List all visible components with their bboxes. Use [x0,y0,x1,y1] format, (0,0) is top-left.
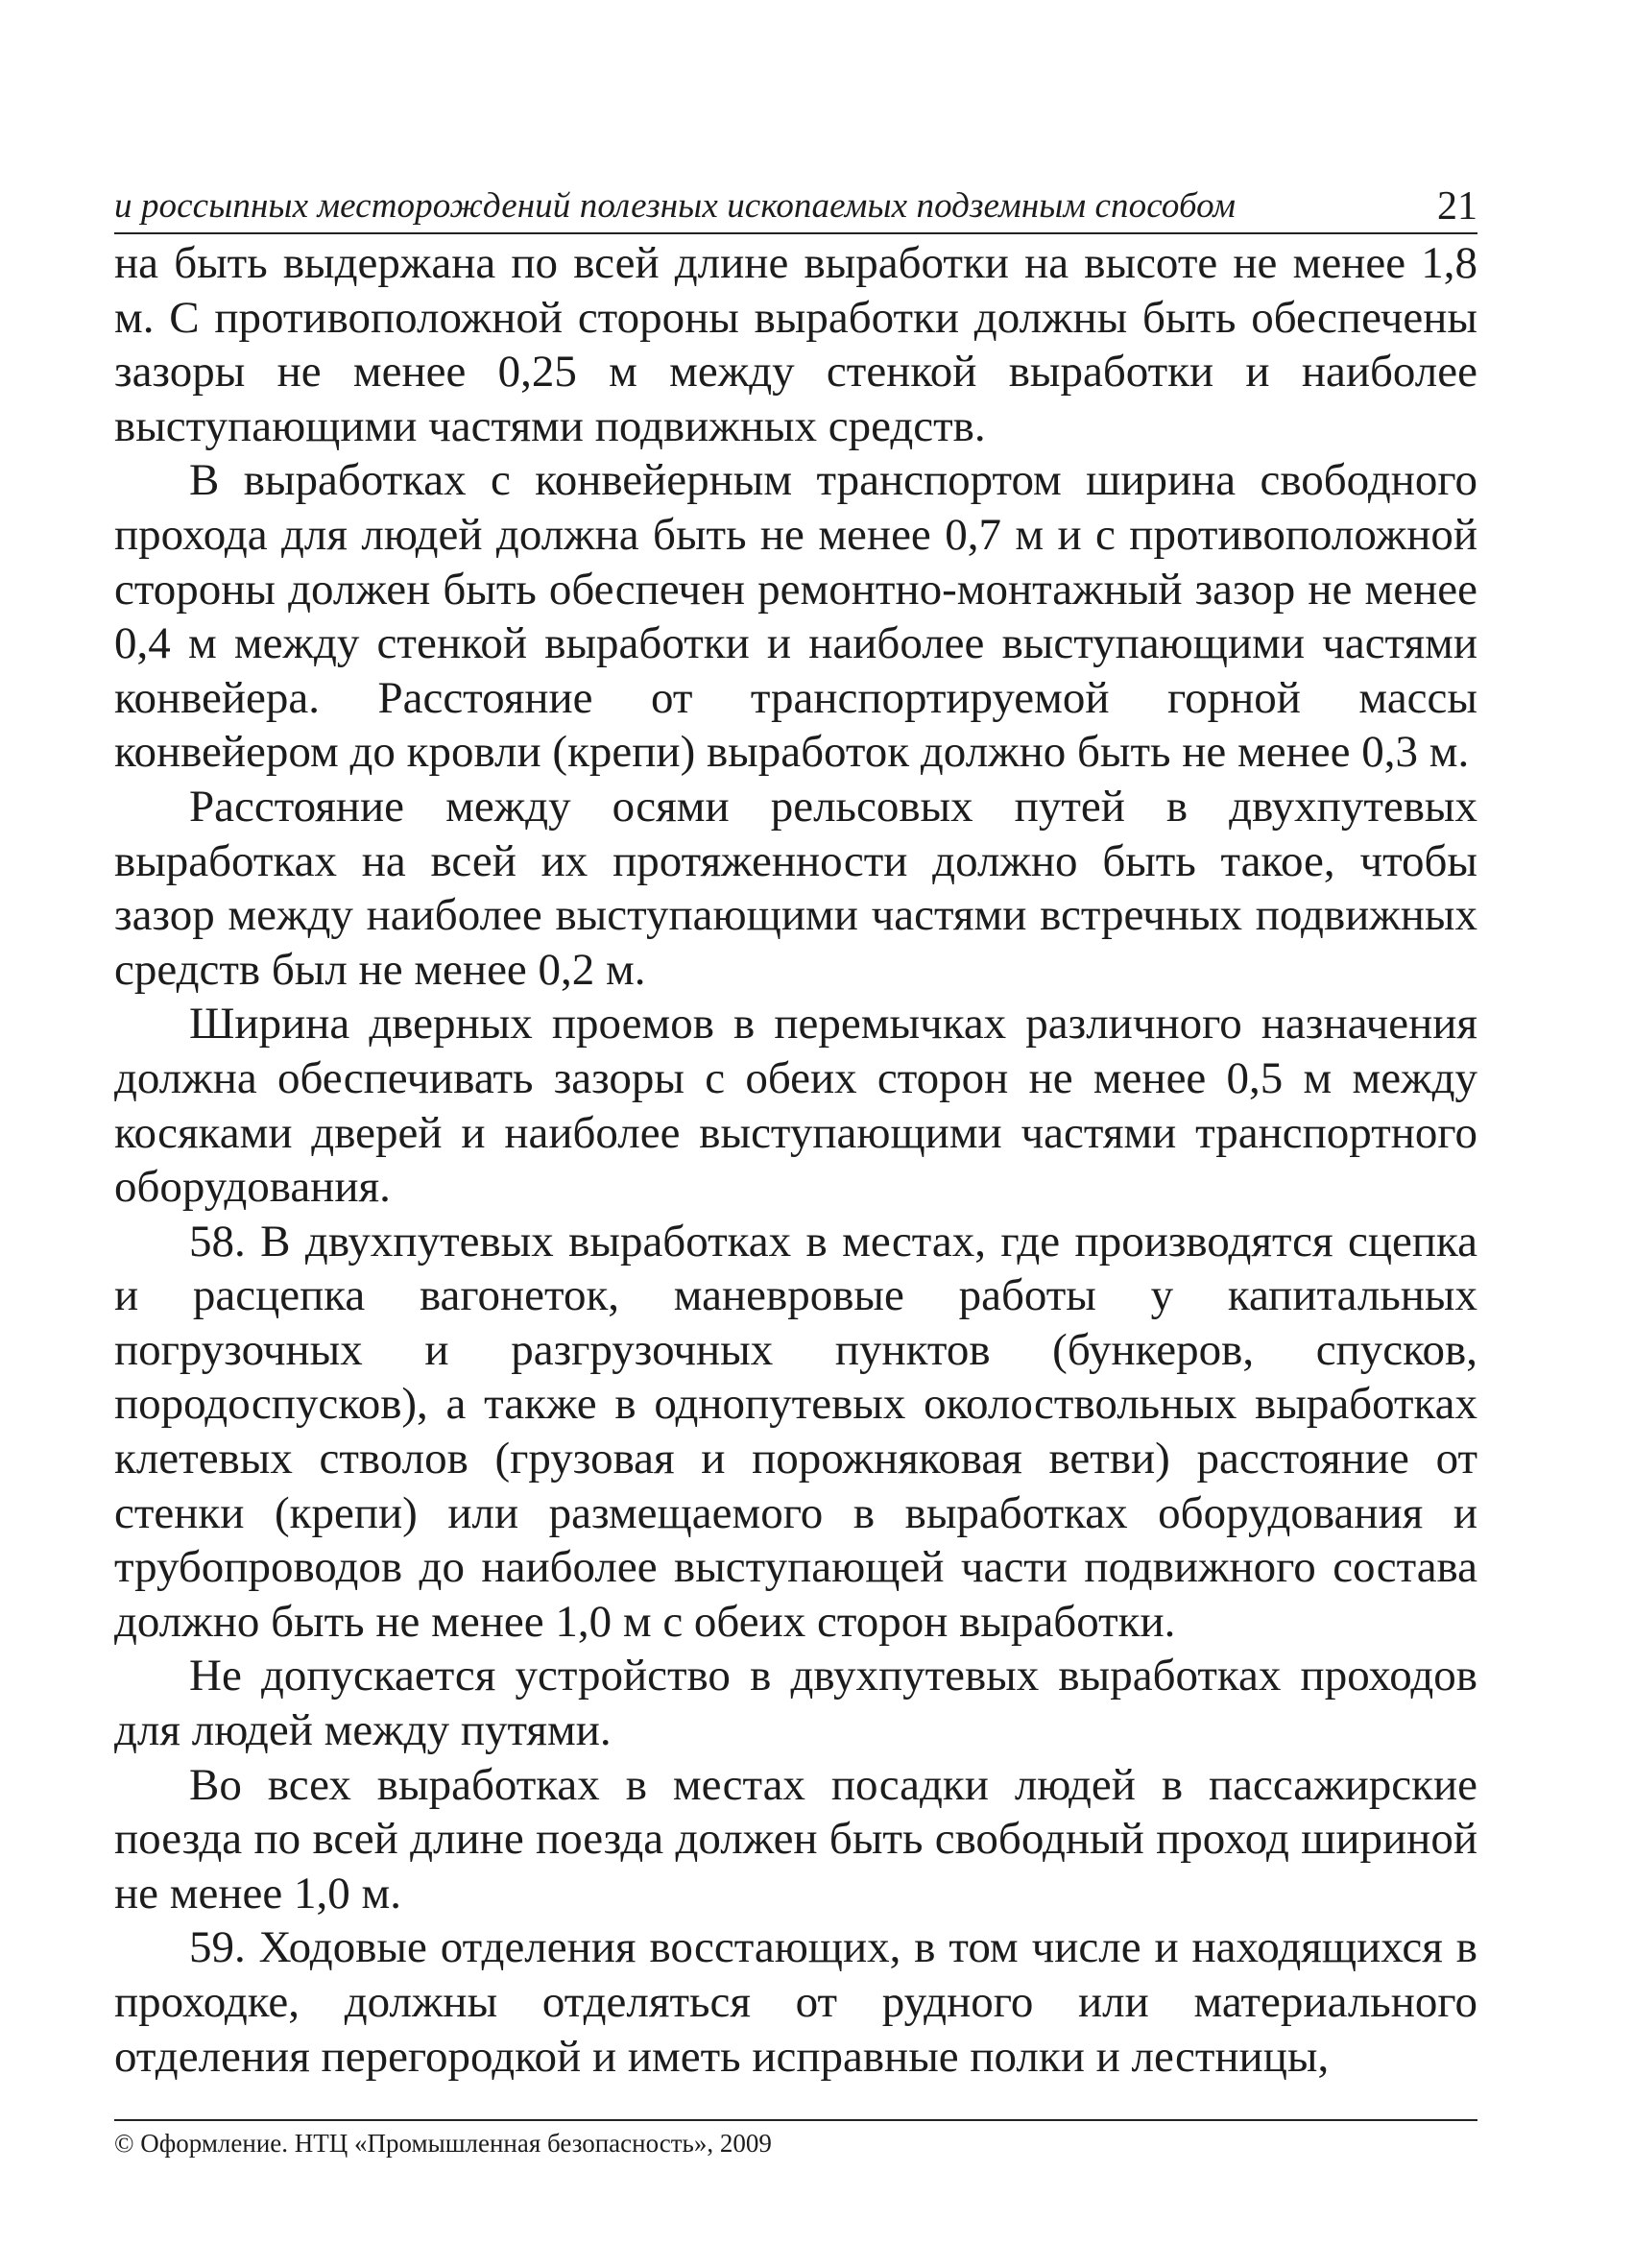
document-page [114,182,1477,2084]
page-number: 21 [1437,184,1477,229]
body-text [114,236,1477,2084]
paragraph: Не допускается устройство в двухпутевых выработках проходов для людей между путями. [114,1651,1477,1756]
paragraph: на быть выдержана по всей длине выработки на высоте не менее 1,8 м. С противоположной стороны выработки должны быть обеспечены зазоры не менее 0,25 м между стенкой выработки и наиболее выступающими частями подвижных средств. [114,238,1477,451]
paragraph: Расстояние между осями рельсовых путей в двухпутевых выработках на всей их протяженности должно быть такое, чтобы зазор между наиболее выступающими частями встречных подвижных средств был не менее 0,2 м. [114,781,1477,995]
paragraph: 59. Ходовые отделения восстающих, в том числе и находящихся в проходке, должны отделяться от рудного или материального отделения перегородкой и иметь исправные полки и лестницы, [114,1922,1477,2082]
page-footer [114,2119,1477,2159]
paragraph: Во всех выработках в местах посадки людей в пассажирские поезда по всей длине поезда должен быть свободный проход шириной не менее 1,0 м. [114,1759,1477,1918]
paragraph: 58. В двухпутевых выработках в местах, где производятся сцепка и расцепка вагонеток, маневровые работы у капитальных погрузочных и разгрузочных пунктов (бункеров, спусков, породоспусков), а также в однопутевых околоствольных выработках клетевых стволов (грузовая и порожняковая ветви) расстояние от стенки (крепи) или размещаемого в выработках оборудования и трубопроводов до наиболее выступающей части подвижного состава должно быть не менее 1,0 м с обеих сторон выработки. [114,1216,1477,1647]
paragraph: В выработках с конвейерным транспортом ширина свободного прохода для людей должна быть не менее 0,7 м и с противоположной стороны должен быть обеспечен ремонтно-монтажный зазор не менее 0,4 м между стенкой выработки и наиболее выступающими частями конвейера. Расстояние от транспортируемой горной массы конвейером до кровли (крепи) выработок должно быть не менее 0,3 м. [114,455,1477,778]
copyright-notice: © Оформление. НТЦ «Промышленная безопасность», 2009 [114,2129,772,2158]
paragraph: Ширина дверных проемов в перемычках различного назначения должна обеспечивать зазоры с обеих сторон не менее 0,5 м между косяками дверей и наиболее выступающими частями транспортного оборудования. [114,999,1477,1213]
running-header [114,182,1477,234]
running-title: и россыпных месторождений полезных ископаемых подземным способом [114,186,1237,226]
